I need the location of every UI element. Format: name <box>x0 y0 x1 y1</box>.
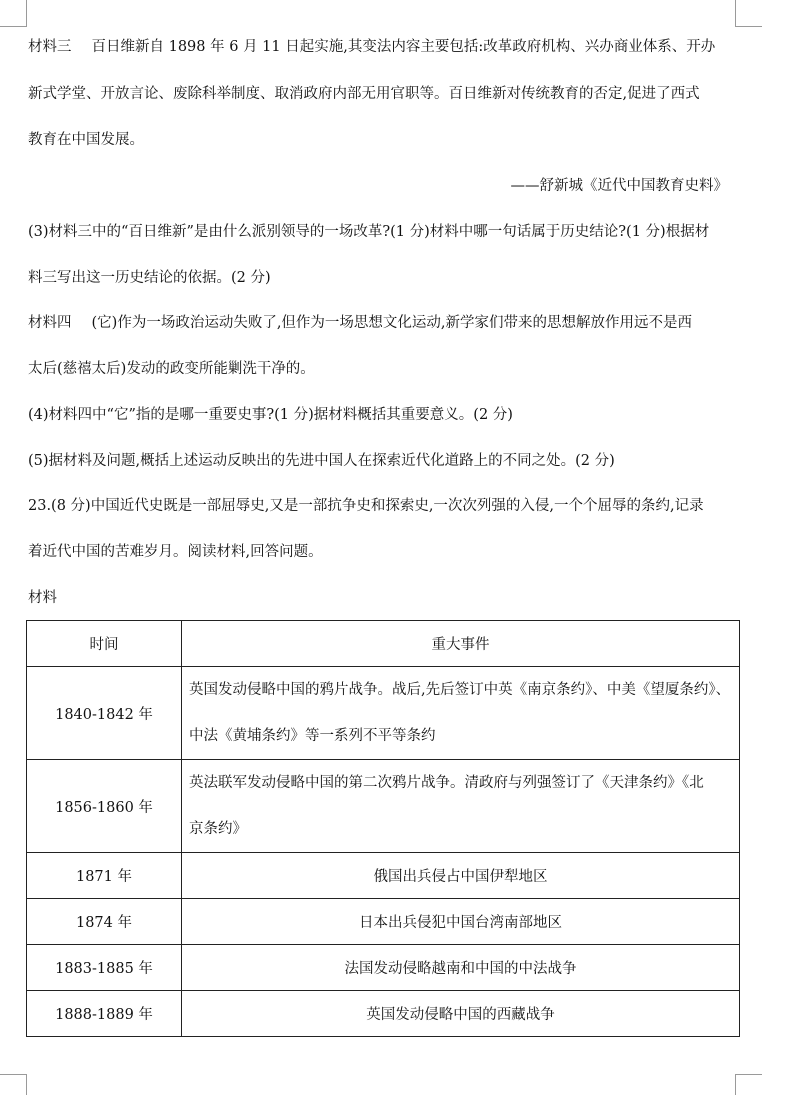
table-row <box>27 853 740 899</box>
row-time: 1856-1860 年 <box>27 760 182 853</box>
question-4: (4)材料四中“它”指的是哪一重要史事?(1 分)据材料概括其重要意义。(2 分) <box>28 407 513 423</box>
material-heading: 材料 <box>28 590 57 606</box>
question-23-line-1: 23.(8 分)中国近代史既是一部屈辱史,又是一部抗争史和探索史,一次次列强的入侵,一个个屈辱的条约,记录 <box>28 498 704 514</box>
table-row <box>27 899 740 945</box>
table-row <box>27 667 740 760</box>
row-time: 1840-1842 年 <box>27 667 182 760</box>
material-three-line-3: 教育在中国发展。 <box>28 132 144 148</box>
header-event: 重大事件 <box>182 621 740 667</box>
row-event: 英国发动侵略中国的西藏战争 <box>182 991 740 1037</box>
material-three-text: 百日维新自 1898 年 6 月 11 日起实施,其变法内容主要包括:改革政府机构、兴办商业体系、开办 <box>91 39 716 55</box>
question-5: (5)据材料及问题,概括上述运动反映出的先进中国人在探索近代化道路上的不同之处。(2 分) <box>28 453 615 469</box>
page-corner-mark-bottom-right <box>735 1074 762 1095</box>
row-event <box>182 760 740 853</box>
table-row <box>27 760 740 853</box>
page-corner-mark-top-left <box>0 0 27 27</box>
row-event-line: 中法《黄埔条约》等一系列不平等条约 <box>189 728 436 744</box>
page-corner-mark-top-right <box>735 0 762 27</box>
events-table <box>26 620 740 1037</box>
question-23-line-2: 着近代中国的苦难岁月。阅读材料,回答问题。 <box>28 544 323 560</box>
material-four-line-2: 太后(慈禧太后)发动的政变所能剿洗干净的。 <box>28 361 315 377</box>
row-event-line: 英国发动侵略中国的鸦片战争。战后,先后签订中英《南京条约》、中美《望厦条约》、 <box>189 682 731 698</box>
row-event: 俄国出兵侵占中国伊犁地区 <box>182 853 740 899</box>
material-four-label: 材料四 <box>28 315 72 331</box>
table-row <box>27 945 740 991</box>
table-header-row <box>27 621 740 667</box>
material-three-source: ——舒新城《近代中国教育史料》 <box>510 178 728 194</box>
row-event-line: 英法联军发动侵略中国的第二次鸦片战争。清政府与列强签订了《天津条约》《北 <box>189 775 704 791</box>
row-event-line: 京条约》 <box>189 821 247 837</box>
material-four-text: (它)作为一场政治运动失败了,但作为一场思想文化运动,新学家们带来的思想解放作用远不是西 <box>91 315 693 331</box>
row-event: 法国发动侵略越南和中国的中法战争 <box>182 945 740 991</box>
row-time: 1874 年 <box>27 899 182 945</box>
header-time: 时间 <box>27 621 182 667</box>
material-three-line-2: 新式学堂、开放言论、废除科举制度、取消政府内部无用官职等。百日维新对传统教育的否定,促进了西式 <box>28 86 700 102</box>
row-event <box>182 667 740 760</box>
page-corner-mark-bottom-left <box>0 1074 27 1095</box>
material-three-label: 材料三 <box>28 39 72 55</box>
material-four-line-1 <box>28 313 692 333</box>
question-3-line-2: 料三写出这一历史结论的依据。(2 分) <box>28 270 271 286</box>
row-time: 1888-1889 年 <box>27 991 182 1037</box>
row-time: 1883-1885 年 <box>27 945 182 991</box>
table-row <box>27 991 740 1037</box>
question-3-line-1: (3)材料三中的“百日维新”是由什么派别领导的一场改革?(1 分)材料中哪一句话属于历史结论?(1 分)根据材 <box>28 224 710 240</box>
material-three-line-1 <box>28 37 715 57</box>
row-time: 1871 年 <box>27 853 182 899</box>
row-event: 日本出兵侵犯中国台湾南部地区 <box>182 899 740 945</box>
